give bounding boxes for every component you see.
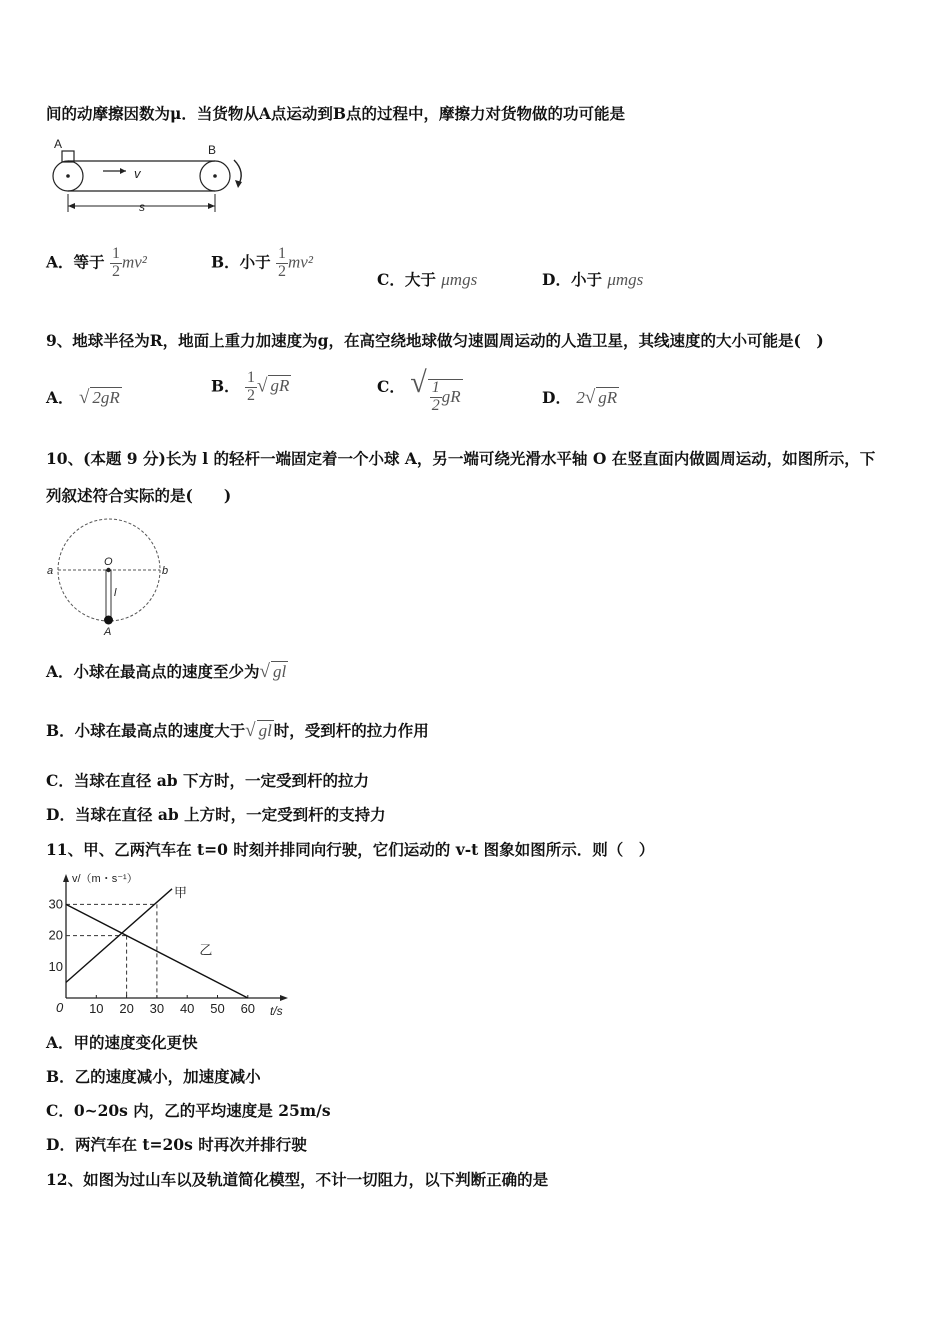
- x-tick-label-2: 30: [149, 1001, 165, 1016]
- series-label-1: 乙: [199, 942, 213, 958]
- q8-stem: 间的动摩擦因数为μ．当货物从A点运动到B点的过程中，摩擦力对货物做的功可能是: [46, 104, 625, 123]
- label-o: O: [104, 556, 113, 568]
- light-rod: [106, 570, 111, 620]
- origin-label: 0: [56, 1000, 64, 1015]
- y-tick-label-1: 20: [48, 927, 63, 943]
- point-a-label: A: [54, 137, 63, 151]
- q9-option-d[interactable]: D． 2√ gR: [542, 387, 618, 408]
- q10-stem-line2: 列叙述符合实际的是( ): [46, 486, 232, 505]
- x-tick-label-1: 20: [119, 1001, 134, 1016]
- x-tick-label-3: 40: [179, 1001, 195, 1016]
- vt-chart: [44, 868, 294, 1020]
- q9-option-a[interactable]: A． √ 2gR: [46, 387, 120, 408]
- label-ball-a: A: [104, 626, 112, 638]
- q11-option-d[interactable]: D．两汽车在 t=20s 时再次并排行驶: [46, 1135, 307, 1154]
- q12-stem: 12、如图为过山车以及轨道简化模型，不计一切阻力，以下判断正确的是: [46, 1170, 549, 1189]
- velocity-label: v: [134, 166, 141, 181]
- q11-option-a[interactable]: A．甲的速度变化更快: [46, 1033, 198, 1052]
- q11-option-c[interactable]: C．0~20s 内，乙的平均速度是 25m/s: [46, 1101, 331, 1120]
- q10-option-c[interactable]: C．当球在直径 ab 下方时，一定受到杆的拉力: [46, 771, 370, 790]
- q9-option-c[interactable]: C． √ $\frac{1}{2}$ gR: [377, 366, 461, 414]
- x-tick-label-0: 10: [89, 1001, 104, 1016]
- label-b-point: b: [162, 565, 169, 577]
- x-tick-label-4: 50: [210, 1001, 225, 1016]
- q8-option-b[interactable]: B．小于 $\frac{1}{2}$ mv²: [211, 245, 313, 280]
- q11-stem: 11、甲、乙两汽车在 t=0 时刻并排同向行驶，它们运动的 v-t 图象如图所示．则（ ）: [46, 840, 655, 859]
- axis-o: [106, 568, 110, 572]
- y-tick-label-2: 30: [48, 896, 63, 912]
- q11-option-b[interactable]: B．乙的速度减小，加速度减小: [46, 1067, 261, 1086]
- point-b-label: B: [208, 143, 217, 157]
- q10-stem-line1: 10、(本题 9 分)长为 l 的轻杆一端固定着一个小球 A，另一端可绕光滑水平轴 O 在竖直面内做圆周运动，如图所示，下: [46, 449, 876, 468]
- q8-option-c[interactable]: C．大于 μmgs: [377, 270, 478, 289]
- ball-a: [104, 616, 113, 625]
- q10-option-d[interactable]: D．当球在直径 ab 上方时，一定受到杆的支持力: [46, 805, 386, 824]
- series-label-0: 甲: [174, 884, 188, 900]
- conveyor-belt-figure: [46, 134, 256, 219]
- cargo-box: [62, 151, 74, 162]
- y-tick-label-0: 10: [48, 958, 63, 974]
- distance-s-label: s: [139, 200, 145, 214]
- q8-option-d[interactable]: D．小于 μmgs: [542, 270, 644, 289]
- q9-option-b[interactable]: B． $\frac{1}{2}$ √ gR: [211, 369, 290, 404]
- q10-option-b[interactable]: B．小球在最高点的速度大于√ gl 时，受到杆的拉力作用: [46, 720, 429, 741]
- label-a-point: a: [47, 565, 54, 577]
- x-axis-label: t/s: [270, 1004, 283, 1018]
- label-l: l: [114, 587, 117, 599]
- q10-option-a[interactable]: A．小球在最高点的速度至少为√ gl: [46, 661, 287, 682]
- x-tick-label-5: 60: [240, 1001, 256, 1016]
- q9-stem: 9、地球半径为R，地面上重力加速度为g，在高空绕地球做匀速圆周运动的人造卫星，其线速度的大小可能是( ): [46, 331, 824, 350]
- rod-circle-figure: [44, 514, 174, 639]
- y-axis-label: v/（m・s⁻¹）: [72, 873, 138, 885]
- q8-option-a[interactable]: A．等于 $\frac{1}{2}$ mv²: [46, 245, 147, 280]
